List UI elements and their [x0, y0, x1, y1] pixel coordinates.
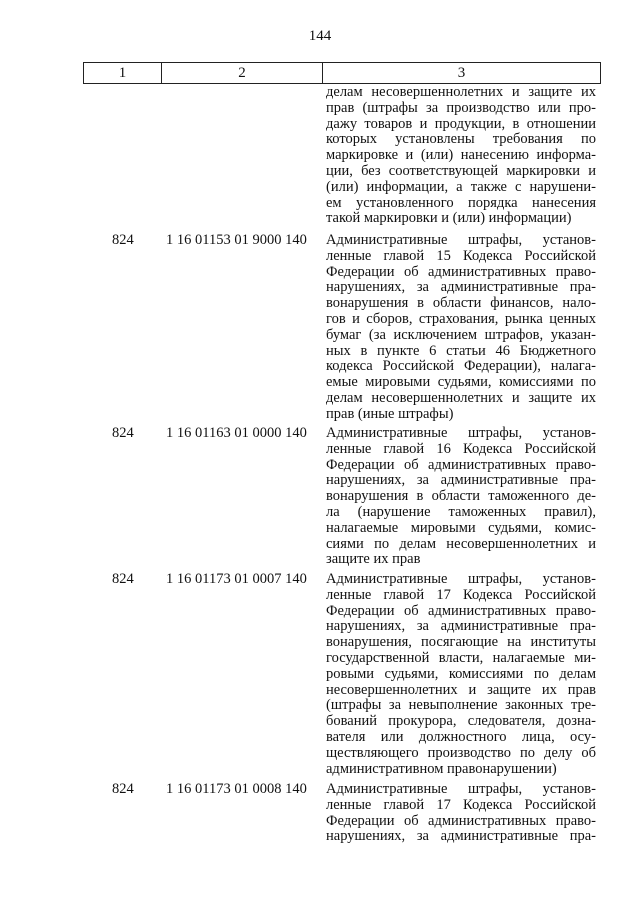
text-line: вонарушения, посягающие на институты: [326, 634, 596, 651]
text-line: Административные штрафы, установ-: [326, 781, 596, 797]
text-line: административном правонарушении): [326, 760, 557, 777]
text-line: бумаг (за исключением штрафов, указан-: [326, 326, 596, 343]
text-line: ленные главой 15 Кодекса Российской: [326, 247, 596, 264]
admin-code: 824: [112, 781, 134, 797]
text-line: вонарушения в области таможенного де-: [326, 488, 596, 505]
text-line: Федерации об административных право-: [326, 456, 596, 473]
admin-code: 824: [112, 425, 134, 441]
text-line: ществляющего производство по делу об: [326, 744, 596, 761]
admin-code: 824: [112, 571, 134, 587]
text-line: прав (штрафы за производство или про-: [326, 99, 596, 116]
text-line: государственной власти, налагаемые ми-: [326, 649, 596, 666]
kbk-code: 1 16 01163 01 0000 140: [166, 425, 307, 441]
text-line: вателя или должностного лица, осу-: [326, 728, 596, 745]
column-header-3: 3: [457, 64, 466, 81]
text-line: нарушениях, за административные пра-: [326, 472, 596, 489]
text-line: ции, без соответствующей маркировки и: [326, 162, 596, 179]
text-line: Административные штрафы, установ-: [326, 571, 596, 587]
text-line: (штрафы за невыполнение законных тре-: [326, 697, 596, 714]
text-line: вонарушения в области финансов, нало-: [326, 295, 596, 312]
text-line: такой маркировки и (или) информации): [326, 210, 572, 227]
text-line: Федерации об административных право-: [326, 602, 596, 619]
text-line: емые мировыми судьями, комиссиями по: [326, 374, 596, 391]
text-line: налагаемые мировыми судьями, комис-: [326, 519, 596, 536]
text-line: прав (иные штрафы): [326, 405, 454, 422]
text-line: делам несовершеннолетних и защите их: [326, 389, 596, 406]
text-line: дажу товаров и продукции, в отношении: [326, 115, 596, 132]
column-header-1: 1: [84, 63, 162, 83]
admin-code: 824: [112, 232, 134, 248]
text-line: Административные штрафы, установ-: [326, 232, 596, 248]
text-line: ленные главой 16 Кодекса Российской: [326, 440, 596, 457]
text-line: которых установлены требования по: [326, 131, 596, 148]
text-line: гов и сборов, страхования, рынка ценных: [326, 310, 596, 327]
text-line: ленные главой 17 Кодекса Российской: [326, 586, 596, 603]
row-description: [326, 233, 596, 423]
text-line: кодекса Российской Федерации), налага-: [326, 358, 596, 375]
text-line: нарушениях, за административные пра-: [326, 618, 596, 635]
text-line: защите их прав: [326, 551, 421, 568]
kbk-code: 1 16 01173 01 0007 140: [166, 571, 307, 587]
kbk-code: 1 16 01173 01 0008 140: [166, 781, 307, 797]
row-description: [326, 782, 596, 845]
kbk-code: 1 16 01153 01 9000 140: [166, 232, 307, 248]
text-line: Федерации об административных право-: [326, 812, 596, 829]
row-description: [326, 426, 596, 568]
text-line: нарушениях, за административные пра-: [326, 279, 596, 296]
text-line: (или) информации, а также с нарушени-: [326, 178, 596, 195]
continuation-text: [326, 85, 596, 227]
text-line: ла (нарушение таможенных правил),: [326, 503, 596, 520]
text-line: делам несовершеннолетних и защите их: [326, 84, 596, 100]
row-description: [326, 572, 596, 777]
text-line: маркировке и (или) нанесению информа-: [326, 147, 596, 164]
page-number: 144: [308, 28, 332, 44]
text-line: Федерации об административных право-: [326, 263, 596, 280]
text-line: несовершеннолетних и защите их прав: [326, 681, 596, 698]
text-line: нарушениях, за административные пра-: [326, 828, 596, 845]
column-header-2: 2: [162, 63, 323, 83]
column-header-row: [83, 62, 601, 84]
text-line: ем установленного порядка нанесения: [326, 194, 596, 211]
text-line: бований прокурора, следователя, дозна-: [326, 713, 596, 730]
text-line: ленные главой 17 Кодекса Российской: [326, 796, 596, 813]
text-line: ных в пункте 6 статьи 46 Бюджетного: [326, 342, 596, 359]
text-line: сиями по делам несовершеннолетних и: [326, 535, 596, 552]
text-line: ровыми судьями, комиссиями по делам: [326, 665, 596, 682]
text-line: Административные штрафы, установ-: [326, 425, 596, 441]
